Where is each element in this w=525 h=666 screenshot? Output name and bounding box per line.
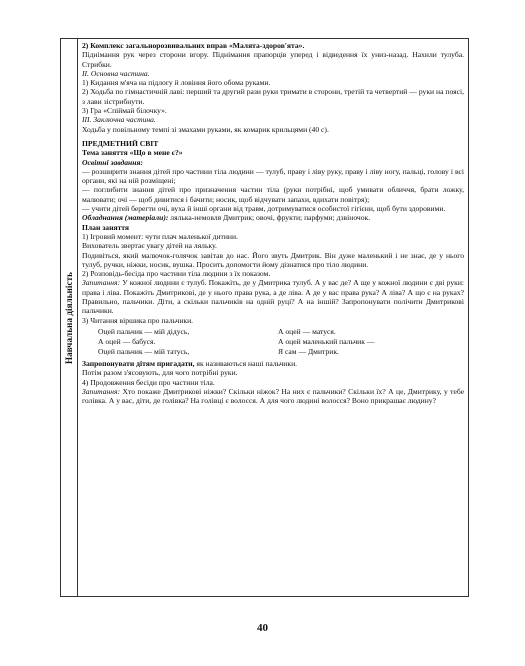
questions-label: Запитання: — [82, 278, 121, 288]
poem-line: А оцей маленький пальчик — — [278, 336, 375, 346]
recall-bold: Запропонувати дітям пригадати, — [82, 358, 195, 368]
plan-step-1: 1) Ігровий момент: чути плач маленької дитини. — [82, 231, 238, 241]
content-table — [60, 38, 469, 597]
lesson-plan-heading: План заняття — [82, 222, 130, 232]
equipment-line — [82, 213, 464, 222]
questions-2 — [82, 387, 464, 406]
poem-line: Оцей пальчик — мій татусь, — [98, 346, 190, 356]
page-number: 40 — [257, 622, 268, 634]
content-cell — [82, 41, 464, 405]
questions-label-2: Запитання: — [82, 386, 121, 396]
recall-line — [82, 359, 464, 368]
lesson-topic: Тема заняття «Що в мене є?» — [82, 148, 183, 158]
objective-2: — поглибити знання дітей про призначення частин тіла (руки потрібні, щоб умивати обличчя, брати ложку, малювати; очі — щоб дивитися і бачити; носик, щоб відчувати запахи, вдихати повітря); — [82, 185, 464, 204]
side-label-column — [61, 39, 78, 596]
exercise-ball: 1) Кидання м'яча на підлогу й ловіння його обома руками. — [82, 78, 271, 88]
poem-line: А оцей — матуся. — [278, 326, 336, 336]
questions-text-2: Хто покаже Дмитрикові ніжки? Скільки ніжок? На них є пальчики? Скільки їх? А це, Дмитрику, у тебе голівка. А у вас, діти, де голівка? На голівці є волосся. А для чого людині волосся? Воно прикрашає людину? — [82, 386, 464, 406]
walking-line: Ходьба у повільному темпі зі змахами руками, як комарик крильцями (40 с). — [82, 124, 329, 134]
objective-1: — розширити знання дітей про частини тіла людини — тулуб, праву і ліву руку, праву і ліву ногу, пальці, голову і всі органи, які на ній розміщені; — [82, 166, 464, 186]
recall-text: як називаються наші пальчики. — [194, 358, 298, 368]
poem-line: А оцей — бабуся. — [98, 336, 156, 346]
game-line: 3) Гра «Спіймай білочку». — [82, 106, 167, 116]
side-label: Навчальна діяльність — [64, 271, 74, 364]
section-main-part: II. Основна частина. — [82, 68, 150, 78]
teacher-note: Вихователь звертає увагу дітей на ляльку. — [82, 241, 217, 251]
exercise-description: Піднімання рук через сторони вгору. Піднімання прапорців уперед і відведення їх униз-назад. Нахили тулуба. Стрибки. — [82, 50, 464, 69]
poem-line: Оцей пальчик — мій дідусь, — [98, 326, 190, 336]
objective-3: — учити дітей берегти очі, вуха й інші органи від травм, дотримуватися особистої гігієни, щоб бути здоровими. — [82, 204, 446, 214]
objectives-heading: Освітні завдання: — [82, 157, 143, 167]
plan-step-3: 3) Читання віршика про пальчики. — [82, 315, 194, 325]
poem — [98, 327, 464, 357]
equipment-label: Обладнання (матеріали): — [82, 213, 169, 223]
questions-1 — [82, 278, 464, 315]
exercise-bench: 2) Ходьба по гімнастичній лаві: перший та другий рази руки тримати в сторони, третій та четвертий — руки на поясі, з лави зістрибнути. — [82, 87, 464, 106]
subject-heading: ПРЕДМЕТНИЙ СВІТ — [82, 138, 159, 148]
poem-line: Я сам — Дмитрик. — [278, 346, 339, 356]
doll-intro: Подивіться, який малючок-голячок завітав до нас. Його звуть Дмитрик. Він дуже маленький і не знає, де у нього тулуб, ручки, ніжки, носик, вушка. Просить допомогти йому дізнатися про тіло людини. — [82, 250, 464, 269]
hands-purpose: Потім разом з'ясовують, для чого потрібні руки. — [82, 368, 238, 378]
exercise-complex-line: 2) Комплекс загальнорозвивальних вправ «Малята-здоров'ята». — [82, 41, 305, 50]
questions-text: У кожної людини є тулуб. Покажіть, де у Дмитрика тулуб. А у вас де? А ще у кожної людини є дві руки: права і ліва. Покажіть Дмитрикові, де у нього права рука, а де ліва. А де у вас права рука? А ліва? А що є на руках? Правильно, пальчики. Діти, а скільки пальчиків на одній руці? А на іншій? Запропонувати полічити Дмитрикові пальчики. — [82, 278, 464, 316]
plan-step-2: 2) Розповідь-бесіда про частини тіла людини з їх показом. — [82, 269, 271, 279]
section-final-part: III. Заключна частина. — [82, 115, 156, 125]
equipment-text: лялька-немовля Дмитрик; овочі, фрукти; парфуми; дзвіночок. — [168, 213, 371, 223]
plan-step-4: 4) Продовження бесіди про частини тіла. — [82, 377, 215, 387]
